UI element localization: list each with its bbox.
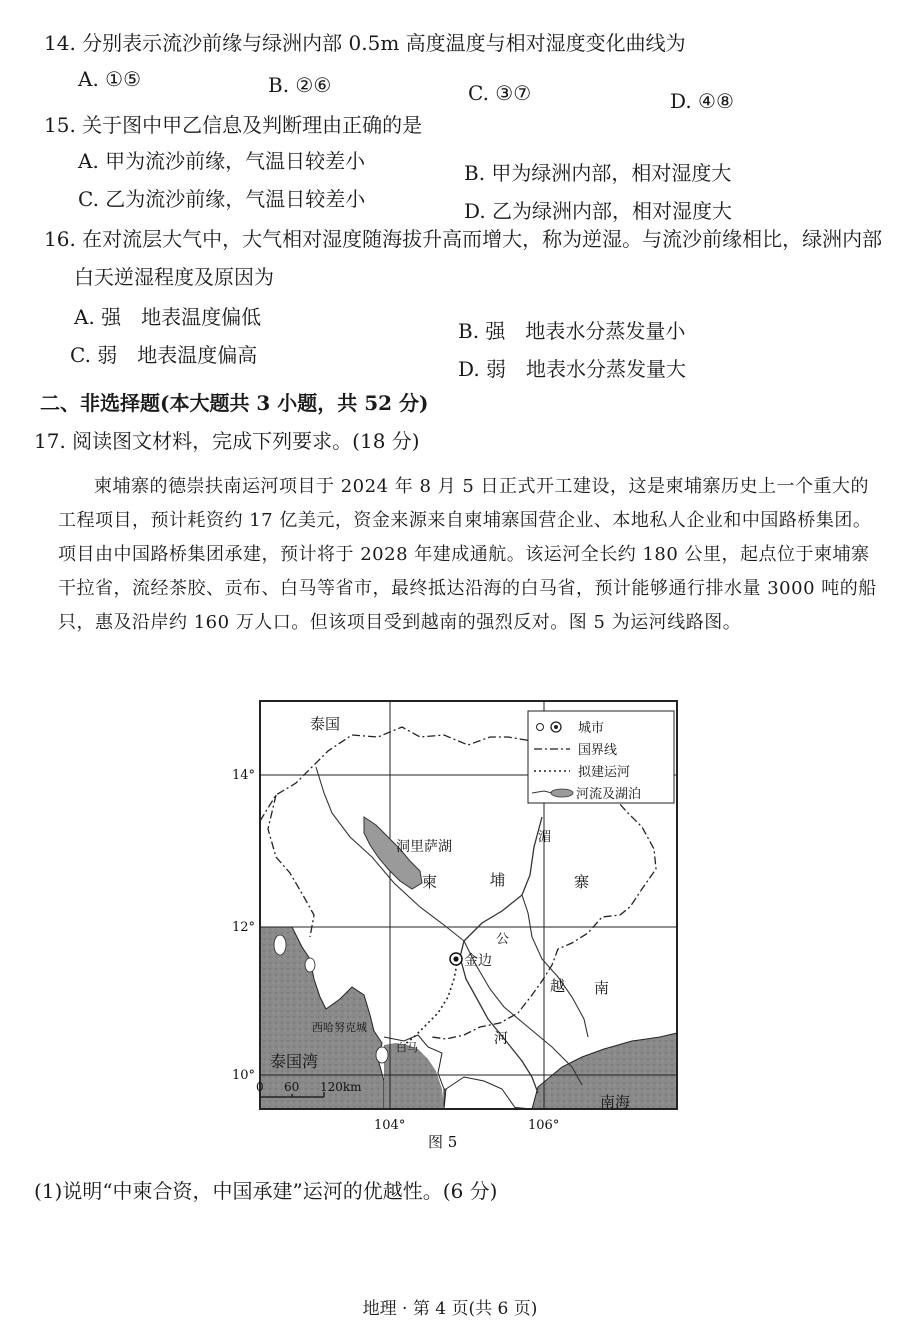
label-gong: 公 xyxy=(496,932,510,947)
legend-city-open-icon xyxy=(537,724,544,731)
section2-title: 二、非选择题(本大题共 3 小题，共 52 分) xyxy=(40,391,429,415)
q17-paragraph xyxy=(58,470,878,640)
q14-option-a: A. ①⑤ xyxy=(78,67,142,91)
q16-option-c: C. 弱 地表温度偏高 xyxy=(70,343,258,367)
q15-option-b: B. 甲为绿洲内部，相对湿度大 xyxy=(464,161,732,185)
q15-stem: 15. 关于图中甲乙信息及判断理由正确的是 xyxy=(44,113,423,137)
legend-city-label: 城市 xyxy=(578,721,605,736)
label-cambodia-3: 寨 xyxy=(574,873,590,891)
lon-label-106: 106° xyxy=(528,1118,560,1133)
lat-label-10: 10° xyxy=(232,1068,256,1083)
q16-option-b: B. 强 地表水分蒸发量小 xyxy=(458,319,686,343)
q16-option-a: A. 强 地表温度偏低 xyxy=(74,305,262,329)
q17-paragraph-text: 柬埔寨的德崇扶南运河项目于 2024 年 8 月 5 日正式开工建设，这是柬埔寨历史上一个重大的工程项目，预计耗资约 17 亿美元，资金来源来自柬埔寨国营企业、本地私人企业和中国路桥集团。项目由中国路桥集团承建，预计将于 2028 年建成通航。该运河全长约 180 公里，起点位于柬埔寨干拉省，流经茶胶、贡布、白马等省市，最终抵达沿海的白马省，预计能够通行排水量 3000 吨的船只，惠及沿岸约 160 万人口。但该项目受到越南的强烈反对。图 5 为运河线路图。 xyxy=(58,476,877,633)
lon-label-104: 104° xyxy=(374,1118,406,1133)
label-phnom-penh: 金边 xyxy=(464,953,492,969)
figure-caption: 图 5 xyxy=(428,1133,458,1151)
lat-label-12: 12° xyxy=(232,920,256,935)
q16-stem-line1: 16. 在对流层大气中，大气相对湿度随海拔升高而增大，称为逆湿。与流沙前缘相比，绿洲内部 xyxy=(44,227,883,251)
legend-canal-label: 拟建运河 xyxy=(578,765,631,780)
border-west xyxy=(268,795,314,937)
q14-option-c: C. ③⑦ xyxy=(468,81,532,105)
q17-subquestion-1: (1)说明“中柬合资，中国承建”运河的优越性。(6 分) xyxy=(34,1179,498,1203)
page-footer: 地理 · 第 4 页(共 6 页) xyxy=(362,1299,538,1319)
q15-option-d: D. 乙为绿洲内部，相对湿度大 xyxy=(464,199,733,223)
label-sihanoukville: 西哈努克城 xyxy=(312,1021,367,1034)
label-south-sea: 南海 xyxy=(600,1093,631,1111)
legend-border-label: 国界线 xyxy=(578,743,618,758)
q16-option-d: D. 弱 地表水分蒸发量大 xyxy=(458,357,687,381)
label-tonle-sap: 洞里萨湖 xyxy=(396,839,452,855)
q14-option-b: B. ②⑥ xyxy=(268,73,332,97)
legend-river-label: 河流及湖泊 xyxy=(576,787,642,802)
planned-canal xyxy=(404,959,458,1045)
q14-stem: 14. 分别表示流沙前缘与绿洲内部 0.5m 高度温度与相对湿度变化曲线为 xyxy=(44,31,686,55)
label-cambodia-1: 柬 xyxy=(422,873,438,891)
label-vietnam-1: 越 xyxy=(550,977,566,995)
label-gulf-of-thailand: 泰国湾 xyxy=(270,1052,319,1071)
q15-option-a: A. 甲为流沙前缘，气温日较差小 xyxy=(78,149,366,173)
border-thailand-cambodia xyxy=(260,727,550,821)
q16-stem-line2: 白天逆湿程度及原因为 xyxy=(74,265,274,289)
label-thailand: 泰国 xyxy=(310,715,341,733)
scale-label-120: 120km xyxy=(320,1080,362,1094)
label-cambodia-2: 埔 xyxy=(490,871,506,889)
scale-label-60: 60 xyxy=(284,1080,300,1094)
q14-option-d: D. ④⑧ xyxy=(670,89,734,113)
canal-route-map xyxy=(232,697,702,1167)
label-mekong: 湄 xyxy=(538,830,552,845)
lat-label-14: 14° xyxy=(232,768,256,783)
label-kep: 白马 xyxy=(396,1041,418,1054)
label-vietnam-2: 南 xyxy=(594,979,610,997)
q15-option-c: C. 乙为流沙前缘，气温日较差小 xyxy=(78,187,366,211)
scale-label-0: 0 xyxy=(256,1080,264,1094)
label-river: 河 xyxy=(494,1031,508,1047)
q17-stem: 17. 阅读图文材料，完成下列要求。(18 分) xyxy=(34,429,420,453)
